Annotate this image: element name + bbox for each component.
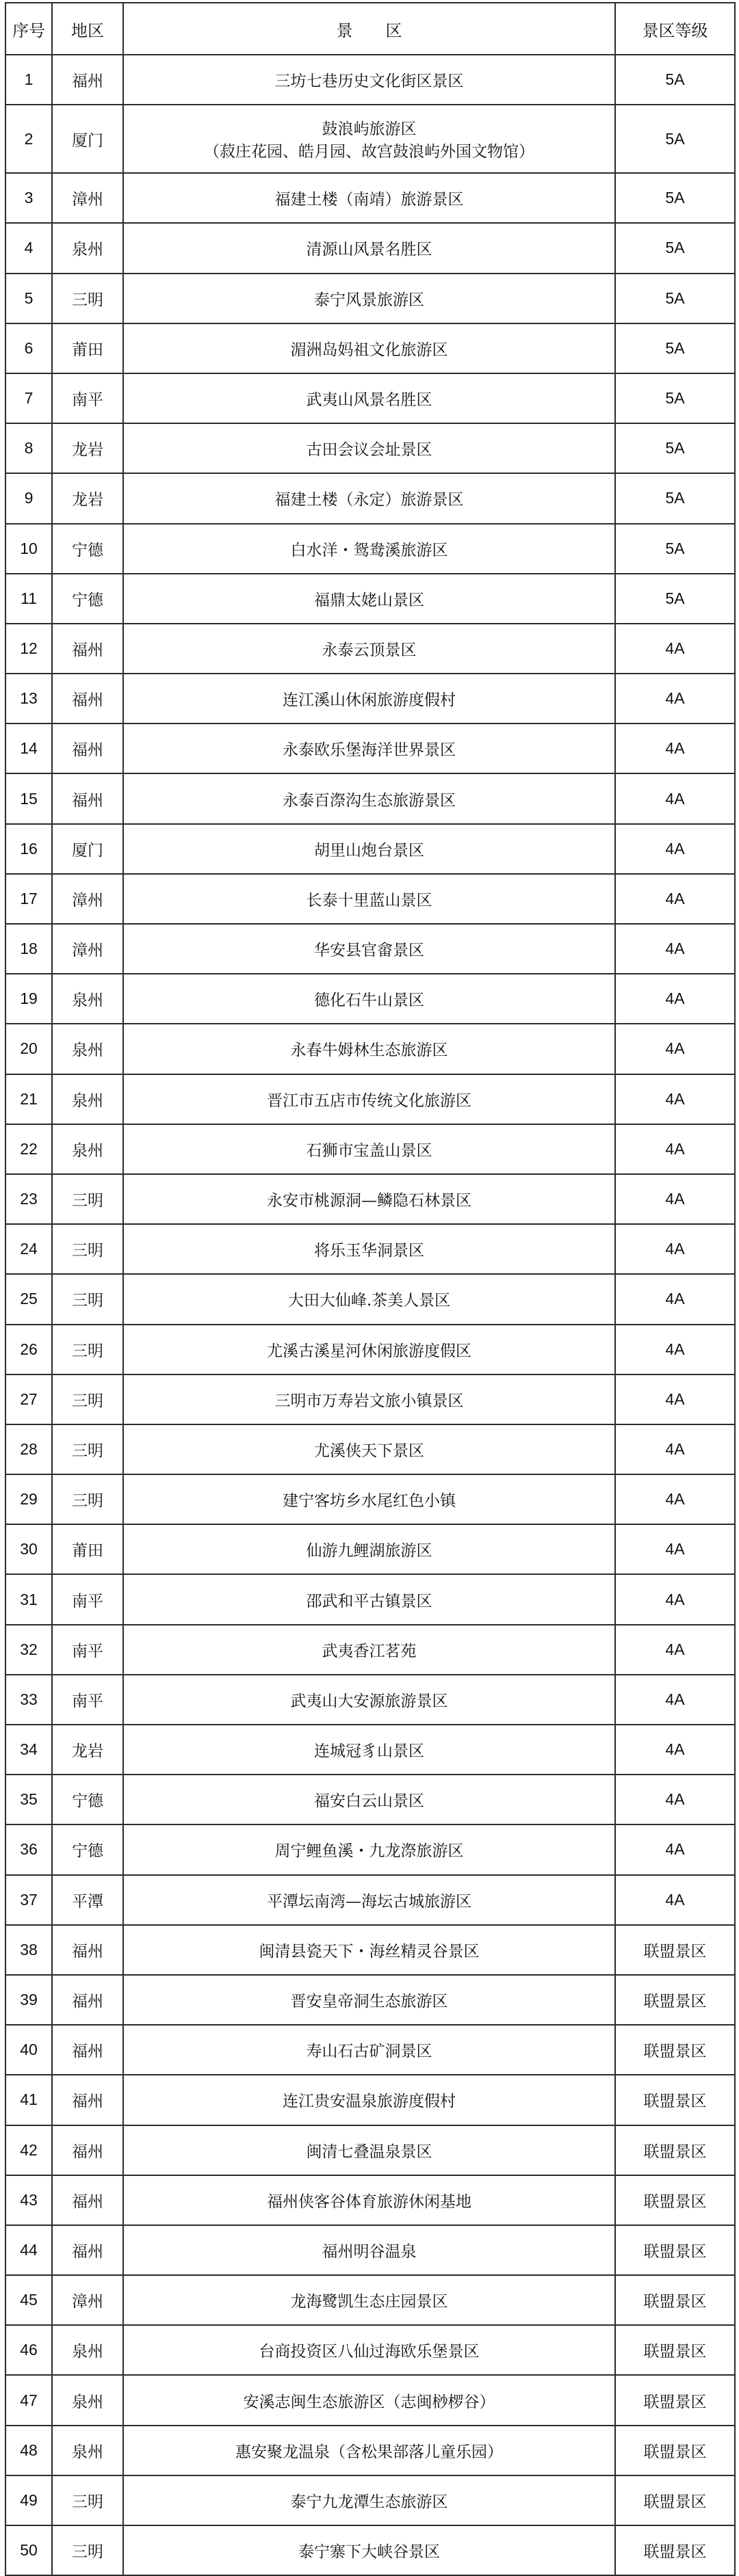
cell-region: 泉州 xyxy=(52,2426,123,2475)
table-row xyxy=(5,1325,735,1375)
cell-scenic-area: 石狮市宝盖山景区 xyxy=(123,1124,615,1174)
cell-region: 泉州 xyxy=(52,2375,123,2425)
cell-level: 4A xyxy=(615,1024,735,1074)
table-row xyxy=(5,2125,735,2175)
cell-region: 三明 xyxy=(52,1424,123,1474)
cell-level: 联盟景区 xyxy=(615,1975,735,2025)
table-row xyxy=(5,423,735,473)
cell-region: 福州 xyxy=(52,2125,123,2175)
cell-index: 30 xyxy=(5,1524,52,1574)
cell-index: 16 xyxy=(5,824,52,874)
table-row xyxy=(5,2375,735,2425)
cell-level: 4A xyxy=(615,1875,735,1925)
cell-scenic-area: 闽清县瓷天下・海丝精灵谷景区 xyxy=(123,1925,615,1975)
cell-index: 5 xyxy=(5,274,52,323)
table-row xyxy=(5,824,735,874)
table-row xyxy=(5,723,735,773)
cell-region: 莆田 xyxy=(52,1524,123,1574)
cell-scenic-area: 永泰百漈沟生态旅游景区 xyxy=(123,773,615,823)
cell-index: 15 xyxy=(5,773,52,823)
scenic-area-subnote: （菽庄花园、皓月园、故宫鼓浪屿外国文物馆） xyxy=(204,143,534,161)
table-row xyxy=(5,1975,735,2025)
cell-scenic-area: 长泰十里蓝山景区 xyxy=(123,874,615,924)
cell-region: 福州 xyxy=(52,1975,123,2025)
cell-scenic-area: 福建土楼（永定）旅游景区 xyxy=(123,473,615,523)
cell-region: 南平 xyxy=(52,1625,123,1675)
cell-scenic-area: 古田会议会址景区 xyxy=(123,423,615,473)
cell-region: 三明 xyxy=(52,1224,123,1274)
cell-level: 联盟景区 xyxy=(615,2125,735,2175)
table-row xyxy=(5,1074,735,1124)
cell-index: 32 xyxy=(5,1625,52,1675)
cell-index: 22 xyxy=(5,1124,52,1174)
cell-region: 宁德 xyxy=(52,1775,123,1824)
cell-scenic-area: 惠安聚龙温泉（含松果部落儿童乐园） xyxy=(123,2426,615,2475)
cell-scenic-area: 武夷香江茗苑 xyxy=(123,1625,615,1675)
cell-level: 5A xyxy=(615,105,735,173)
cell-index: 35 xyxy=(5,1775,52,1824)
table-row xyxy=(5,874,735,924)
table-row xyxy=(5,2175,735,2225)
cell-index: 42 xyxy=(5,2125,52,2175)
cell-level: 联盟景区 xyxy=(615,2426,735,2475)
cell-region: 三明 xyxy=(52,274,123,323)
cell-index: 7 xyxy=(5,373,52,423)
cell-scenic-area: 建宁客坊乡水尾红色小镇 xyxy=(123,1474,615,1524)
cell-index: 43 xyxy=(5,2175,52,2225)
table-row xyxy=(5,2475,735,2525)
cell-index: 25 xyxy=(5,1274,52,1324)
cell-level: 4A xyxy=(615,773,735,823)
cell-scenic-area: 华安县官畲景区 xyxy=(123,924,615,974)
table-row xyxy=(5,974,735,1024)
cell-scenic-area: 连江贵安温泉旅游度假村 xyxy=(123,2075,615,2125)
cell-region: 南平 xyxy=(52,1675,123,1725)
cell-region: 福州 xyxy=(52,2225,123,2275)
cell-level: 5A xyxy=(615,55,735,105)
cell-index: 39 xyxy=(5,1975,52,2025)
table-header-row xyxy=(5,3,735,55)
table-row xyxy=(5,1375,735,1424)
cell-level: 4A xyxy=(615,1325,735,1375)
cell-region: 三明 xyxy=(52,1325,123,1375)
table-row xyxy=(5,773,735,823)
cell-region: 泉州 xyxy=(52,223,123,273)
table-row xyxy=(5,924,735,974)
table-row xyxy=(5,1675,735,1725)
cell-level: 5A xyxy=(615,323,735,373)
cell-index: 36 xyxy=(5,1824,52,1874)
cell-region: 三明 xyxy=(52,1474,123,1524)
cell-scenic-area xyxy=(123,105,615,173)
cell-region: 漳州 xyxy=(52,874,123,924)
table-row xyxy=(5,105,735,173)
cell-scenic-area: 永春牛姆林生态旅游区 xyxy=(123,1024,615,1074)
table-row xyxy=(5,2525,735,2575)
cell-index: 41 xyxy=(5,2075,52,2125)
cell-level: 联盟景区 xyxy=(615,2475,735,2525)
scenic-area-table xyxy=(5,2,736,2576)
cell-region: 福州 xyxy=(52,674,123,723)
cell-level: 联盟景区 xyxy=(615,2075,735,2125)
cell-index: 3 xyxy=(5,173,52,223)
cell-region: 漳州 xyxy=(52,173,123,223)
cell-scenic-area: 福州侠客谷体育旅游休闲基地 xyxy=(123,2175,615,2225)
cell-scenic-area: 邵武和平古镇景区 xyxy=(123,1574,615,1624)
cell-level: 4A xyxy=(615,1474,735,1524)
cell-scenic-area: 将乐玉华洞景区 xyxy=(123,1224,615,1274)
cell-index: 11 xyxy=(5,574,52,624)
cell-level: 4A xyxy=(615,1824,735,1874)
cell-region: 平潭 xyxy=(52,1875,123,1925)
cell-scenic-area: 三坊七巷历史文化街区景区 xyxy=(123,55,615,105)
cell-index: 1 xyxy=(5,55,52,105)
cell-level: 联盟景区 xyxy=(615,2375,735,2425)
cell-level: 4A xyxy=(615,1775,735,1824)
cell-region: 龙岩 xyxy=(52,473,123,523)
cell-region: 福州 xyxy=(52,723,123,773)
cell-index: 9 xyxy=(5,473,52,523)
cell-region: 莆田 xyxy=(52,323,123,373)
cell-level: 5A xyxy=(615,274,735,323)
scenic-area-name: 鼓浪屿旅游区 xyxy=(322,120,417,139)
cell-region: 龙岩 xyxy=(52,423,123,473)
cell-index: 13 xyxy=(5,674,52,723)
cell-index: 45 xyxy=(5,2275,52,2325)
cell-region: 三明 xyxy=(52,1274,123,1324)
cell-index: 33 xyxy=(5,1675,52,1725)
cell-index: 23 xyxy=(5,1174,52,1224)
cell-index: 4 xyxy=(5,223,52,273)
cell-scenic-area: 武夷山风景名胜区 xyxy=(123,373,615,423)
cell-region: 福州 xyxy=(52,55,123,105)
cell-region: 泉州 xyxy=(52,1124,123,1174)
table-row xyxy=(5,2075,735,2125)
table-row xyxy=(5,1925,735,1975)
cell-scenic-area: 安溪志闽生态旅游区（志闽桫椤谷） xyxy=(123,2375,615,2425)
cell-scenic-area: 连江溪山休闲旅游度假村 xyxy=(123,674,615,723)
cell-level: 4A xyxy=(615,1524,735,1574)
table-row xyxy=(5,1574,735,1624)
table-row xyxy=(5,1424,735,1474)
cell-region: 宁德 xyxy=(52,1824,123,1874)
cell-index: 40 xyxy=(5,2025,52,2075)
cell-scenic-area: 泰宁风景旅游区 xyxy=(123,274,615,323)
cell-index: 18 xyxy=(5,924,52,974)
cell-index: 46 xyxy=(5,2325,52,2375)
cell-level: 4A xyxy=(615,674,735,723)
cell-region: 福州 xyxy=(52,1925,123,1975)
cell-level: 联盟景区 xyxy=(615,2225,735,2275)
table-row xyxy=(5,473,735,523)
table-row xyxy=(5,2225,735,2275)
cell-index: 31 xyxy=(5,1574,52,1624)
cell-region: 泉州 xyxy=(52,974,123,1024)
cell-scenic-area: 泰宁九龙潭生态旅游区 xyxy=(123,2475,615,2525)
cell-level: 4A xyxy=(615,1124,735,1174)
cell-index: 20 xyxy=(5,1024,52,1074)
cell-region: 福州 xyxy=(52,2025,123,2075)
cell-scenic-area: 湄洲岛妈祖文化旅游区 xyxy=(123,323,615,373)
cell-region: 福州 xyxy=(52,2075,123,2125)
header-scenic-area: 景 区 xyxy=(123,3,615,55)
cell-level: 联盟景区 xyxy=(615,2025,735,2075)
table-row xyxy=(5,2325,735,2375)
table-row xyxy=(5,323,735,373)
cell-level: 5A xyxy=(615,373,735,423)
cell-level: 5A xyxy=(615,574,735,624)
table-body xyxy=(5,55,735,2575)
cell-region: 福州 xyxy=(52,773,123,823)
table-row xyxy=(5,1524,735,1574)
cell-level: 4A xyxy=(615,1375,735,1424)
table-row xyxy=(5,55,735,105)
cell-level: 4A xyxy=(615,624,735,674)
table-row xyxy=(5,1875,735,1925)
cell-level: 5A xyxy=(615,524,735,574)
cell-level: 4A xyxy=(615,1725,735,1775)
cell-index: 49 xyxy=(5,2475,52,2525)
cell-level: 4A xyxy=(615,1174,735,1224)
table-row xyxy=(5,1824,735,1874)
table-row xyxy=(5,574,735,624)
cell-region: 福州 xyxy=(52,624,123,674)
cell-index: 8 xyxy=(5,423,52,473)
cell-index: 34 xyxy=(5,1725,52,1775)
table-row xyxy=(5,524,735,574)
cell-region: 三明 xyxy=(52,1174,123,1224)
cell-index: 48 xyxy=(5,2426,52,2475)
table-row xyxy=(5,1274,735,1324)
cell-index: 21 xyxy=(5,1074,52,1124)
cell-region: 厦门 xyxy=(52,105,123,173)
cell-level: 4A xyxy=(615,1675,735,1725)
cell-scenic-area: 永泰云顶景区 xyxy=(123,624,615,674)
cell-scenic-area: 白水洋・鸳鸯溪旅游区 xyxy=(123,524,615,574)
table-row xyxy=(5,2275,735,2325)
header-level: 景区等级 xyxy=(615,3,735,55)
cell-scenic-area: 福建土楼（南靖）旅游景区 xyxy=(123,173,615,223)
cell-level: 5A xyxy=(615,223,735,273)
cell-scenic-area: 周宁鲤鱼溪・九龙漈旅游区 xyxy=(123,1824,615,1874)
cell-level: 4A xyxy=(615,1074,735,1124)
cell-scenic-area: 福州明谷温泉 xyxy=(123,2225,615,2275)
cell-index: 27 xyxy=(5,1375,52,1424)
cell-index: 2 xyxy=(5,105,52,173)
cell-scenic-area: 大田大仙峰.茶美人景区 xyxy=(123,1274,615,1324)
table-row xyxy=(5,173,735,223)
table-row xyxy=(5,1024,735,1074)
cell-region: 宁德 xyxy=(52,574,123,624)
cell-region: 龙岩 xyxy=(52,1725,123,1775)
table-row xyxy=(5,2426,735,2475)
cell-index: 17 xyxy=(5,874,52,924)
cell-level: 4A xyxy=(615,924,735,974)
cell-level: 5A xyxy=(615,473,735,523)
cell-index: 10 xyxy=(5,524,52,574)
cell-index: 26 xyxy=(5,1325,52,1375)
cell-level: 联盟景区 xyxy=(615,2325,735,2375)
cell-scenic-area: 仙游九鲤湖旅游区 xyxy=(123,1524,615,1574)
cell-scenic-area: 永泰欧乐堡海洋世界景区 xyxy=(123,723,615,773)
cell-level: 联盟景区 xyxy=(615,1925,735,1975)
cell-scenic-area: 晋江市五店市传统文化旅游区 xyxy=(123,1074,615,1124)
cell-scenic-area: 台商投资区八仙过海欧乐堡景区 xyxy=(123,2325,615,2375)
cell-level: 联盟景区 xyxy=(615,2175,735,2225)
cell-region: 泉州 xyxy=(52,1074,123,1124)
cell-region: 三明 xyxy=(52,2475,123,2525)
cell-level: 4A xyxy=(615,1424,735,1474)
table-row xyxy=(5,1124,735,1174)
cell-index: 44 xyxy=(5,2225,52,2275)
table-row xyxy=(5,674,735,723)
cell-index: 37 xyxy=(5,1875,52,1925)
cell-scenic-area: 晋安皇帝洞生态旅游区 xyxy=(123,1975,615,2025)
cell-region: 泉州 xyxy=(52,1024,123,1074)
cell-scenic-area: 闽清七叠温泉景区 xyxy=(123,2125,615,2175)
cell-scenic-area: 三明市万寿岩文旅小镇景区 xyxy=(123,1375,615,1424)
cell-index: 38 xyxy=(5,1925,52,1975)
table-row xyxy=(5,2025,735,2075)
cell-index: 12 xyxy=(5,624,52,674)
cell-scenic-area: 福鼎太姥山景区 xyxy=(123,574,615,624)
cell-scenic-area: 武夷山大安源旅游景区 xyxy=(123,1675,615,1725)
cell-index: 28 xyxy=(5,1424,52,1474)
cell-scenic-area: 平潭坛南湾—海坛古城旅游区 xyxy=(123,1875,615,1925)
table-row xyxy=(5,223,735,273)
table-row xyxy=(5,1174,735,1224)
cell-region: 南平 xyxy=(52,1574,123,1624)
cell-scenic-area: 尤溪侠天下景区 xyxy=(123,1424,615,1474)
cell-region: 福州 xyxy=(52,2175,123,2225)
table-row xyxy=(5,624,735,674)
table-row xyxy=(5,1725,735,1775)
cell-region: 泉州 xyxy=(52,2325,123,2375)
table-row xyxy=(5,1474,735,1524)
cell-scenic-area: 德化石牛山景区 xyxy=(123,974,615,1024)
cell-region: 三明 xyxy=(52,2525,123,2575)
cell-index: 19 xyxy=(5,974,52,1024)
cell-level: 联盟景区 xyxy=(615,2275,735,2325)
cell-index: 14 xyxy=(5,723,52,773)
table-row xyxy=(5,1775,735,1824)
cell-scenic-area: 胡里山炮台景区 xyxy=(123,824,615,874)
table-row xyxy=(5,1625,735,1675)
cell-index: 47 xyxy=(5,2375,52,2425)
cell-level: 4A xyxy=(615,1274,735,1324)
cell-scenic-area: 寿山石古矿洞景区 xyxy=(123,2025,615,2075)
cell-index: 29 xyxy=(5,1474,52,1524)
cell-level: 4A xyxy=(615,723,735,773)
table-row xyxy=(5,373,735,423)
cell-level: 4A xyxy=(615,1224,735,1274)
cell-region: 三明 xyxy=(52,1375,123,1424)
table-row xyxy=(5,1224,735,1274)
cell-level: 5A xyxy=(615,423,735,473)
table-row xyxy=(5,274,735,323)
cell-index: 24 xyxy=(5,1224,52,1274)
cell-level: 5A xyxy=(615,173,735,223)
cell-scenic-area: 福安白云山景区 xyxy=(123,1775,615,1824)
cell-level: 4A xyxy=(615,974,735,1024)
cell-region: 漳州 xyxy=(52,924,123,974)
cell-level: 4A xyxy=(615,1625,735,1675)
cell-scenic-area: 泰宁寨下大峡谷景区 xyxy=(123,2525,615,2575)
cell-scenic-area: 清源山风景名胜区 xyxy=(123,223,615,273)
cell-region: 宁德 xyxy=(52,524,123,574)
cell-level: 4A xyxy=(615,824,735,874)
cell-region: 南平 xyxy=(52,373,123,423)
cell-level: 联盟景区 xyxy=(615,2525,735,2575)
cell-scenic-area: 尤溪古溪星河休闲旅游度假区 xyxy=(123,1325,615,1375)
cell-region: 漳州 xyxy=(52,2275,123,2325)
header-region: 地区 xyxy=(52,3,123,55)
cell-index: 6 xyxy=(5,323,52,373)
cell-index: 50 xyxy=(5,2525,52,2575)
cell-level: 4A xyxy=(615,874,735,924)
header-index: 序号 xyxy=(5,3,52,55)
cell-scenic-area: 连城冠豸山景区 xyxy=(123,1725,615,1775)
cell-scenic-area: 龙海鹭凯生态庄园景区 xyxy=(123,2275,615,2325)
cell-region: 厦门 xyxy=(52,824,123,874)
cell-level: 4A xyxy=(615,1574,735,1624)
cell-scenic-area: 永安市桃源洞—鳞隐石林景区 xyxy=(123,1174,615,1224)
